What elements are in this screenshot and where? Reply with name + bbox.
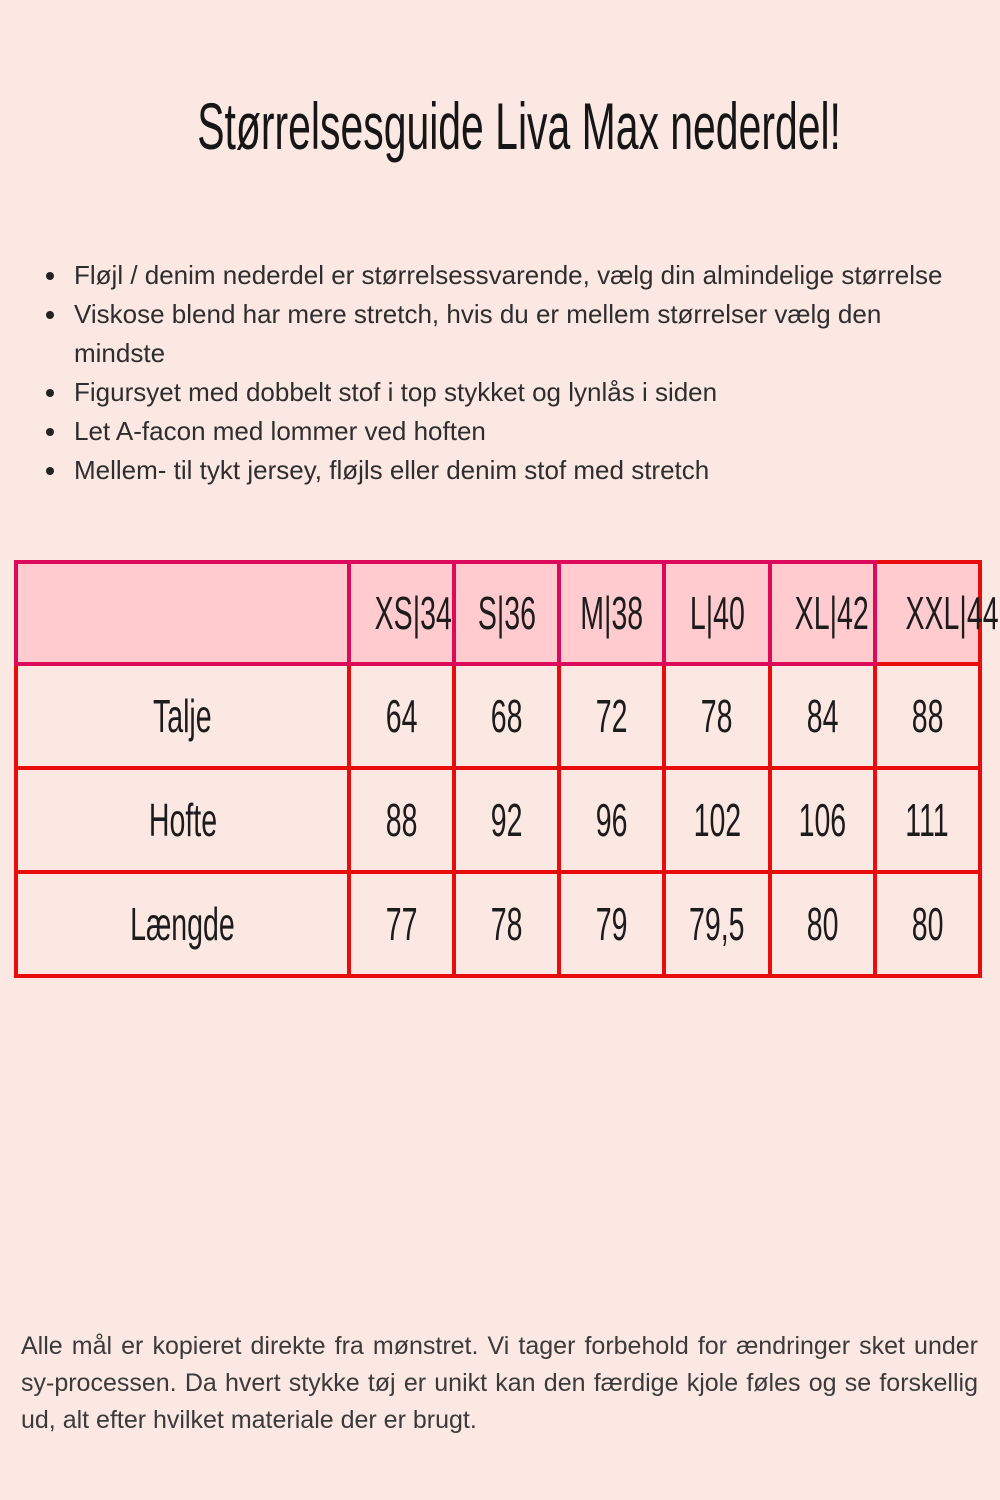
measure-value: 78 (454, 872, 559, 976)
table-corner-cell (16, 562, 349, 664)
measure-value: 80 (770, 872, 875, 976)
list-item-text: Fløjl / denim nederdel er størrelsessvarende, vælg din almindelige størrelse (74, 260, 943, 290)
page-title-text: Størrelsesguide Liva Max nederdel! (197, 89, 841, 163)
list-item (69, 451, 948, 490)
measure-value: 72 (559, 664, 664, 768)
table-row (16, 768, 980, 872)
measure-value: 79 (559, 872, 664, 976)
list-item-text: Viskose blend har mere stretch, hvis du er mellem størrelser vælg den mindste (74, 299, 882, 368)
list-item (69, 256, 948, 295)
measure-value: 68 (454, 664, 559, 768)
list-item (69, 373, 948, 412)
disclaimer-text: Alle mål er kopieret direkte fra mønstret. Vi tager forbehold for ændringer sket under sy-processen. Da hvert stykke tøj er unikt kan den færdige kjole føles og se forskellig ud, alt efter hvilket materiale der er brugt. (21, 1332, 978, 1434)
size-column-header (664, 562, 769, 664)
list-item-text: Mellem- til tykt jersey, fløjls eller denim stof med stretch (74, 455, 710, 485)
measure-value: 84 (770, 664, 875, 768)
measure-row-label: Hofte (16, 768, 349, 872)
size-label: XXL|44 (905, 587, 999, 639)
measure-value: 111 (875, 768, 980, 872)
measure-value: 79,5 (664, 872, 769, 976)
measure-value: 102 (664, 768, 769, 872)
list-item-text: Let A-facon med lommer ved hoften (74, 416, 486, 446)
size-label: L|40 (689, 587, 745, 639)
size-column-header (559, 562, 664, 664)
size-column-header (349, 562, 454, 664)
size-label: M|38 (580, 587, 644, 639)
size-column-header (875, 562, 999, 664)
size-label: XS|34 (374, 587, 452, 639)
size-column-header (770, 562, 875, 664)
list-item-text: Figursyet med dobbelt stof i top stykket og lynlås i siden (74, 377, 718, 407)
table-row (16, 664, 980, 768)
size-table-header-row (16, 562, 980, 664)
size-label: S|36 (477, 587, 536, 639)
measure-value: 106 (770, 768, 875, 872)
measure-value: 92 (454, 768, 559, 872)
page-title (0, 0, 1000, 163)
list-item (69, 295, 948, 373)
measure-value: 78 (664, 664, 769, 768)
measure-row-label: Længde (16, 872, 349, 976)
size-label: XL|42 (794, 587, 869, 639)
feature-list (45, 256, 948, 490)
table-row (16, 872, 980, 976)
measure-value: 77 (349, 872, 454, 976)
measure-row-label: Talje (16, 664, 349, 768)
measure-value: 64 (349, 664, 454, 768)
list-item (69, 412, 948, 451)
size-column-header (454, 562, 559, 664)
measure-value: 88 (349, 768, 454, 872)
measure-value: 96 (559, 768, 664, 872)
measure-value: 80 (875, 872, 980, 976)
measure-value: 88 (875, 664, 980, 768)
size-table (14, 560, 999, 978)
